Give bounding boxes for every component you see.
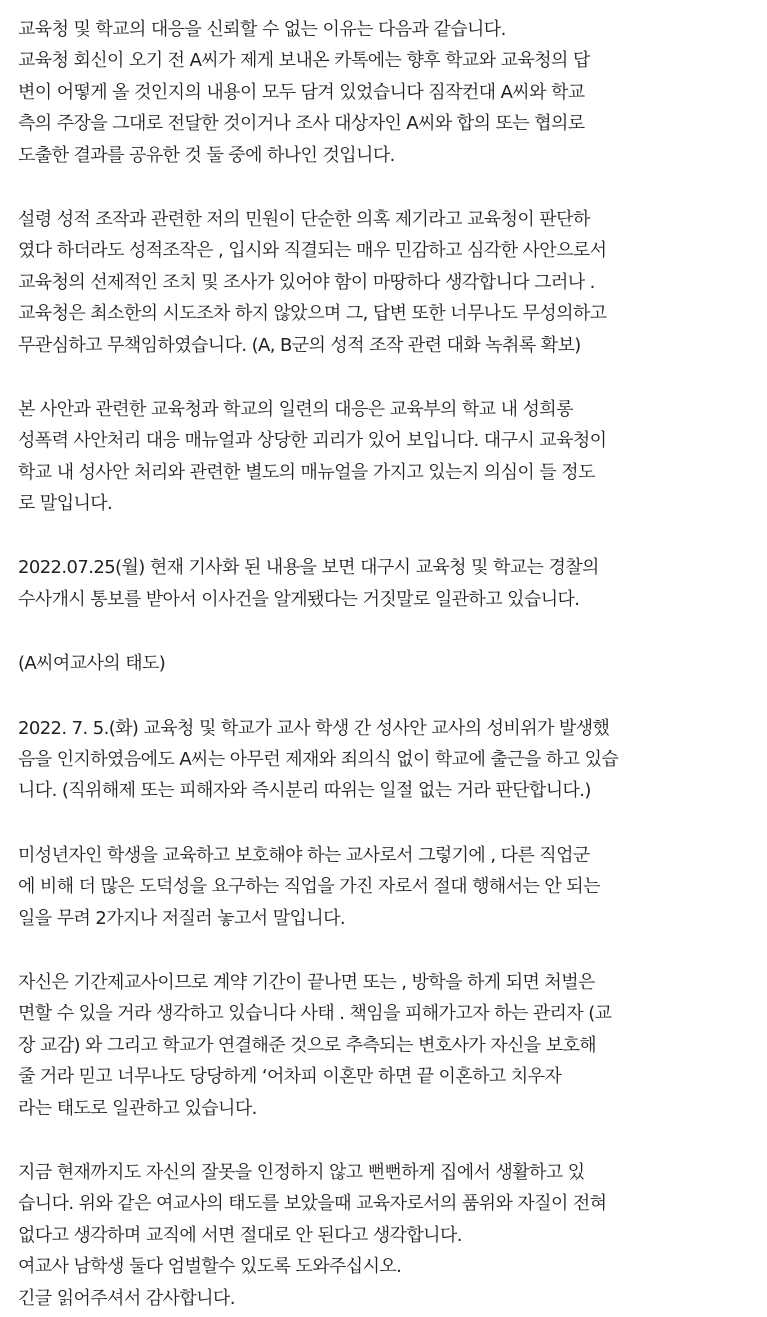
text-line: 로 말입니다. — [18, 493, 113, 515]
text-line: 무관심하고 무책임하였습니다. (A, B군의 성적 조작 관련 대화 녹취록 확보) — [18, 334, 581, 356]
paragraph — [18, 552, 763, 615]
paragraph — [18, 967, 763, 1124]
text-line: 지금 현재까지도 자신의 잘못을 인정하지 않고 뻔뻔하게 집에서 생활하고 있 — [18, 1161, 585, 1183]
text-line: 니다. (직위해제 또는 피해자와 즉시분리 따위는 일절 없는 거라 판단합니다.) — [18, 780, 591, 802]
text-line: 면할 수 있을 거라 생각하고 있습니다 사태 . 책임을 피해가고자 하는 관리자 (교 — [18, 1003, 612, 1025]
paragraph — [18, 713, 763, 807]
text-line: (A씨여교사의 태도) — [18, 653, 166, 675]
text-line: 2022.07.25(월) 현재 기사화 된 내용을 보면 대구시 교육청 및 학교는 경찰의 — [18, 557, 599, 579]
text-line: 성폭력 사안처리 대응 매뉴얼과 상당한 괴리가 있어 보입니다. 대구시 교육청이 — [18, 430, 607, 452]
text-line: 변이 어떻게 올 것인지의 내용이 모두 담겨 있었습니다 짐작컨대 A씨와 학교 — [18, 81, 585, 103]
text-line: 교육청 및 학교의 대응을 신뢰할 수 없는 이유는 다음과 같습니다. — [18, 19, 506, 40]
text-line: 장 교감) 와 그리고 학교가 연결해준 것으로 추측되는 변호사가 자신을 보호해 — [18, 1034, 597, 1056]
document-body — [18, 14, 763, 1314]
text-line: 교육청 회신이 오기 전 A씨가 제게 보내온 카톡에는 향후 학교와 교육청의 답 — [18, 50, 590, 72]
paragraph — [18, 840, 763, 934]
text-line: 여교사 남학생 둘다 엄벌할수 있도록 도와주십시오. — [18, 1256, 402, 1278]
text-line: 수사개시 통보를 받아서 이사건을 알게됐다는 거짓말로 일관하고 있습니다. — [18, 588, 580, 610]
text-line: 자신은 기간제교사이므로 계약 기간이 끝나면 또는 , 방학을 하게 되면 처벌은 — [18, 971, 595, 993]
text-line: 일을 무려 2가지나 저질러 놓고서 말입니다. — [18, 907, 345, 929]
paragraph — [18, 648, 763, 679]
paragraph — [18, 394, 763, 520]
text-line: 교육청의 선제적인 조치 및 조사가 있어야 함이 마땅하다 생각합니다 그러나 . — [18, 271, 595, 293]
text-line: 설령 성적 조작과 관련한 저의 민원이 단순한 의혹 제기라고 교육청이 판단하 — [18, 208, 590, 230]
text-line: 미성년자인 학생을 교육하고 보호해야 하는 교사로서 그렇기에 , 다른 직업군 — [18, 844, 590, 866]
text-line: 습니다. 위와 같은 여교사의 태도를 보았을때 교육자로서의 품위와 자질이 전혀 — [18, 1193, 607, 1215]
paragraph — [18, 204, 763, 361]
text-line: 없다고 생각하며 교직에 서면 절대로 안 된다고 생각합니다. — [18, 1224, 462, 1246]
text-line: 학교 내 성사안 처리와 관련한 별도의 매뉴얼을 가지고 있는지 의심이 들 정도 — [18, 461, 595, 483]
text-line: 본 사안과 관련한 교육청과 학교의 일련의 대응은 교육부의 학교 내 성희롱 — [18, 398, 573, 420]
text-line: 긴글 읽어주셔서 감사합니다. — [18, 1287, 235, 1309]
text-line: 도출한 결과를 공유한 것 둘 중에 하나인 것입니다. — [18, 144, 395, 166]
text-line: 에 비해 더 많은 도덕성을 요구하는 직업을 가진 자로서 절대 행해서는 안 되는 — [18, 876, 600, 898]
paragraph — [18, 1157, 763, 1314]
text-line: 교육청은 최소한의 시도조차 하지 않았으며 그, 답변 또한 너무나도 무성의하고 — [18, 303, 607, 325]
text-line: 라는 태도로 일관하고 있습니다. — [18, 1097, 257, 1119]
text-line: 음을 인지하였음에도 A씨는 아무런 제재와 죄의식 없이 학교에 출근을 하고 있습 — [18, 749, 619, 771]
text-line: 2022. 7. 5.(화) 교육청 및 학교가 교사 학생 간 성사안 교사의 성비위가 발생했 — [18, 717, 610, 739]
text-line: 측의 주장을 그대로 전달한 것이거나 조사 대상자인 A씨와 합의 또는 협의로 — [18, 113, 585, 135]
text-line: 였다 하더라도 성적조작은 , 입시와 직결되는 매우 민감하고 심각한 사안으로서 — [18, 240, 607, 262]
paragraph — [18, 14, 763, 171]
text-line: 줄 거라 믿고 너무나도 당당하게 ‘어차피 이혼만 하면 끝 이혼하고 치우자 — [18, 1066, 562, 1088]
